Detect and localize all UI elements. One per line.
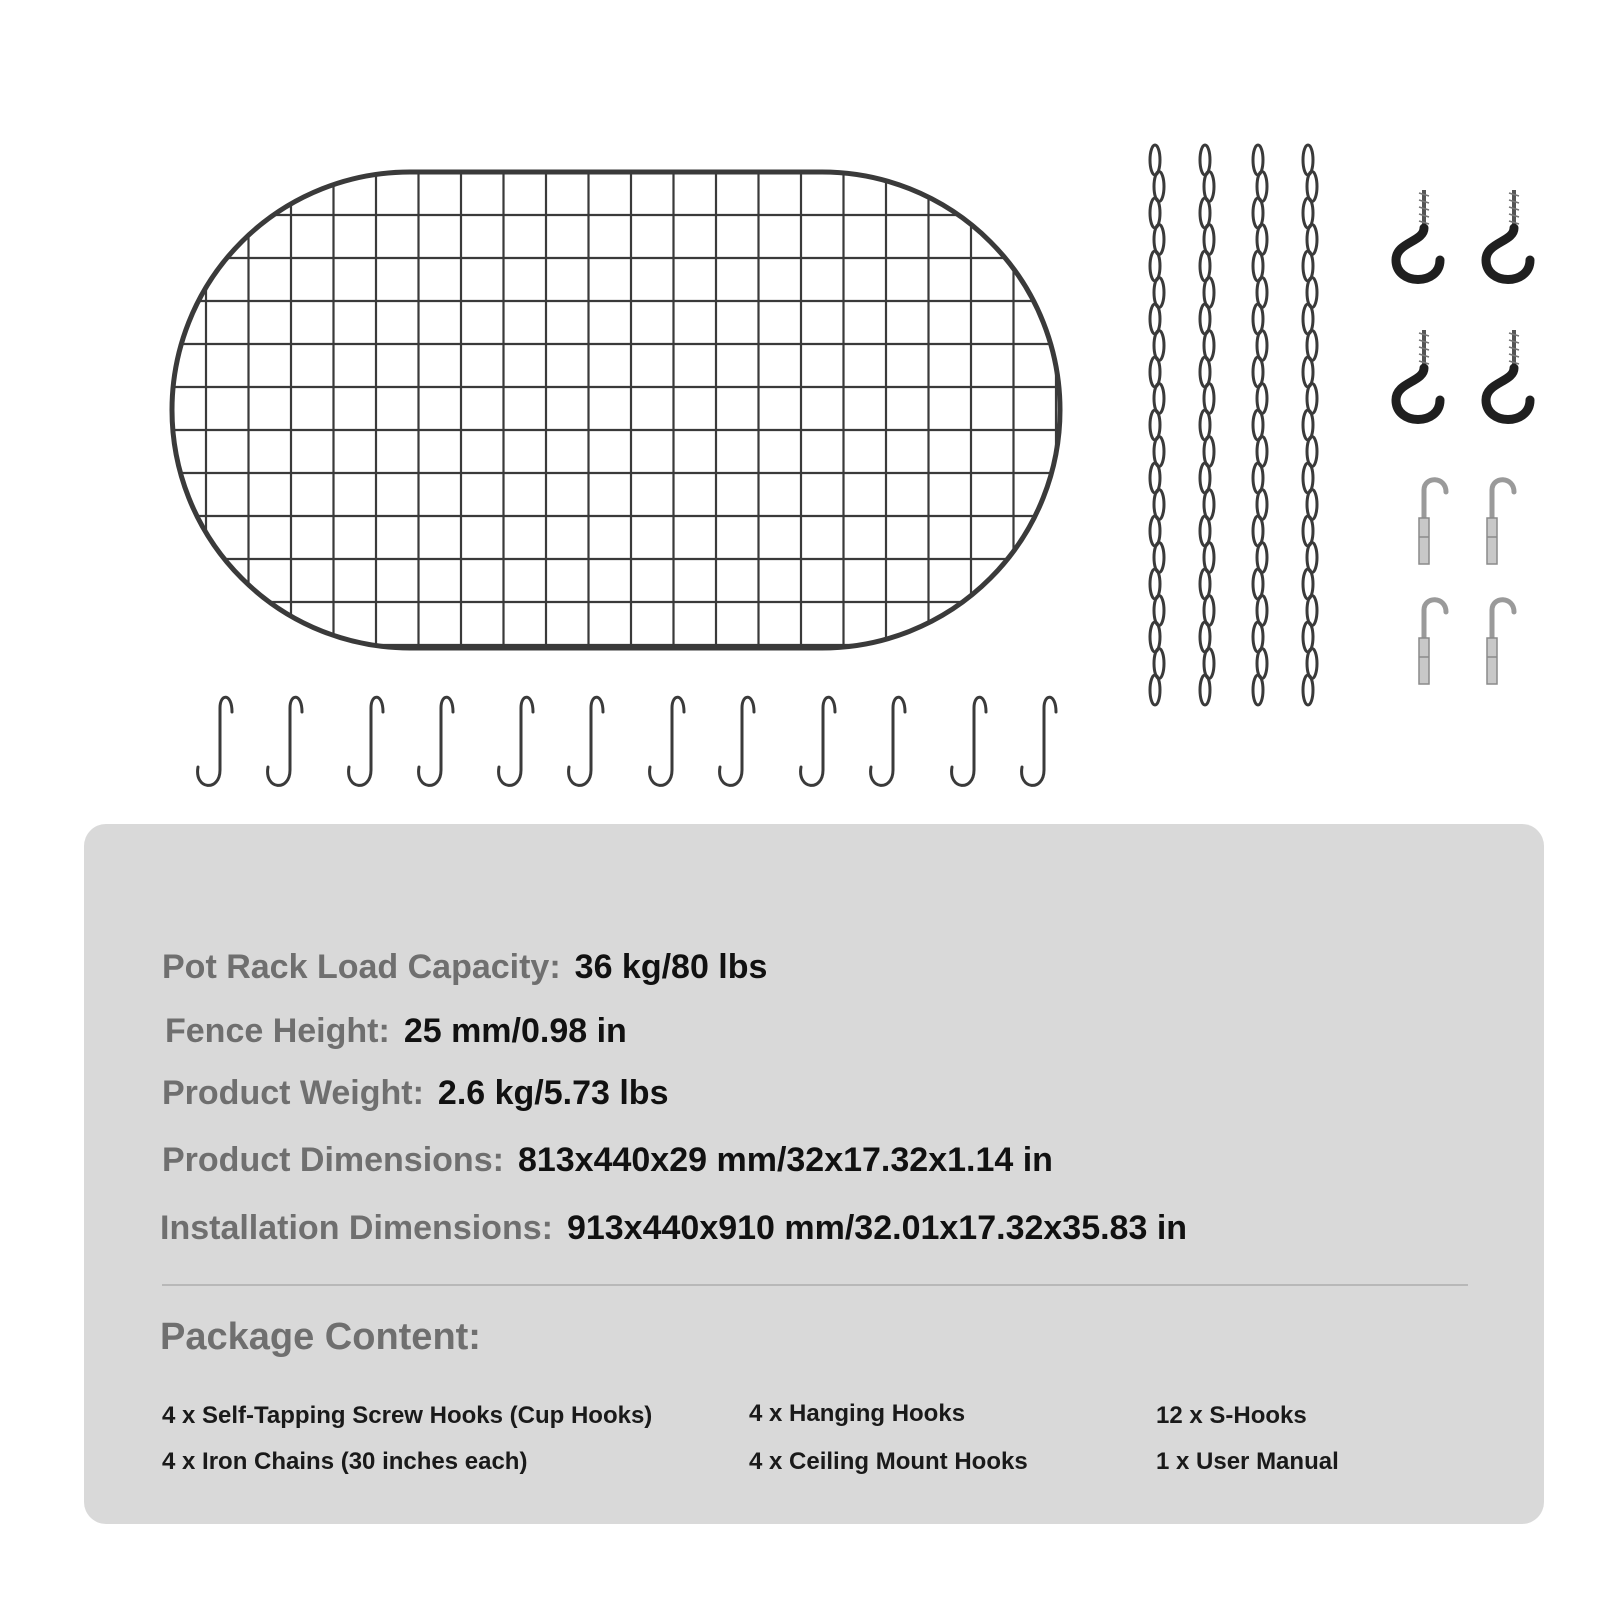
s-hook-curve xyxy=(349,697,383,785)
spec-row-load-capacity xyxy=(162,948,767,987)
s-hook-curve xyxy=(569,697,603,785)
spec-row-product-weight xyxy=(162,1074,669,1113)
spec-value: 2.6 kg/5.73 lbs xyxy=(437,1074,669,1112)
rack-wires xyxy=(172,172,1060,648)
spec-row-fence-height xyxy=(165,1012,627,1051)
s-hook-curve xyxy=(1022,697,1056,785)
spec-value: 913x440x910 mm/32.01x17.32x35.83 in xyxy=(566,1209,1188,1247)
ceiling-hooks-group xyxy=(1419,480,1514,684)
package-item: 4 x Hanging Hooks xyxy=(749,1400,966,1427)
chains-group xyxy=(1150,145,1317,705)
anchor-sleeve xyxy=(1419,518,1429,564)
ceiling-hook-icon xyxy=(1487,480,1514,564)
s-hook-icon xyxy=(499,697,533,785)
s-hook-icon xyxy=(268,697,302,785)
ceiling-hook-wire xyxy=(1492,600,1514,642)
chain xyxy=(1253,145,1267,705)
s-hooks-group xyxy=(198,697,1056,785)
s-hook-icon xyxy=(419,697,453,785)
package-content-title: Package Content: xyxy=(160,1316,481,1358)
chain-link xyxy=(1253,675,1263,705)
s-hook-icon xyxy=(871,697,905,785)
chain xyxy=(1303,145,1317,705)
s-hook-icon xyxy=(1022,697,1056,785)
cup-hook-icon xyxy=(1396,330,1440,420)
s-hook-curve xyxy=(720,697,754,785)
package-item: 12 x S-Hooks xyxy=(1156,1402,1307,1429)
s-hook-curve xyxy=(499,697,533,785)
spec-label: Product Dimensions: xyxy=(162,1141,504,1179)
package-item: 4 x Self-Tapping Screw Hooks (Cup Hooks) xyxy=(162,1402,653,1429)
ceiling-hook-icon xyxy=(1487,600,1514,684)
cup-hook-icon xyxy=(1396,190,1440,280)
chain-link xyxy=(1303,675,1313,705)
s-hook-curve xyxy=(801,697,835,785)
ceiling-hook-wire xyxy=(1424,600,1446,642)
spec-label: Fence Height: xyxy=(165,1012,390,1050)
ceiling-hook-icon xyxy=(1419,600,1446,684)
s-hook-icon xyxy=(650,697,684,785)
package-item: 4 x Ceiling Mount Hooks xyxy=(749,1448,1028,1475)
divider xyxy=(162,1284,1468,1286)
s-hook-curve xyxy=(952,697,986,785)
spec-value: 813x440x29 mm/32x17.32x1.14 in xyxy=(517,1141,1053,1179)
spec-value: 25 mm/0.98 in xyxy=(403,1012,627,1050)
s-hook-icon xyxy=(952,697,986,785)
s-hook-icon xyxy=(198,697,232,785)
spec-label: Installation Dimensions: xyxy=(160,1209,553,1247)
package-item: 1 x User Manual xyxy=(1156,1448,1339,1475)
cup-hook-icon xyxy=(1486,330,1530,420)
anchor-sleeve xyxy=(1419,638,1429,684)
s-hook-curve xyxy=(419,697,453,785)
cup-hook-curve xyxy=(1396,228,1440,280)
package-item: 4 x Iron Chains (30 inches each) xyxy=(162,1448,528,1475)
pot-rack-grid xyxy=(172,172,1060,648)
s-hook-icon xyxy=(801,697,835,785)
anchor-sleeve xyxy=(1487,518,1497,564)
s-hook-curve xyxy=(650,697,684,785)
spec-label: Product Weight: xyxy=(162,1074,424,1112)
cup-hook-curve xyxy=(1486,368,1530,420)
s-hook-curve xyxy=(871,697,905,785)
s-hook-icon xyxy=(720,697,754,785)
ceiling-hook-wire xyxy=(1424,480,1446,522)
ceiling-hook-icon xyxy=(1419,480,1446,564)
spec-row-installation-dimensions xyxy=(160,1209,1187,1248)
cup-hook-curve xyxy=(1486,228,1530,280)
s-hook-icon xyxy=(569,697,603,785)
cup-hook-icon xyxy=(1486,190,1530,280)
cup-hook-curve xyxy=(1396,368,1440,420)
spec-value: 36 kg/80 lbs xyxy=(574,948,768,986)
s-hook-curve xyxy=(268,697,302,785)
spec-row-product-dimensions xyxy=(162,1141,1053,1180)
ceiling-hook-wire xyxy=(1492,480,1514,522)
anchor-sleeve xyxy=(1487,638,1497,684)
chain-link xyxy=(1200,675,1210,705)
cup-hooks-group xyxy=(1396,190,1530,420)
chain xyxy=(1150,145,1164,705)
s-hook-curve xyxy=(198,697,232,785)
rack-frame xyxy=(172,172,1060,648)
specifications-panel xyxy=(84,824,1544,1524)
chain xyxy=(1200,145,1214,705)
spec-label: Pot Rack Load Capacity: xyxy=(162,948,561,986)
s-hook-icon xyxy=(349,697,383,785)
chain-link xyxy=(1150,675,1160,705)
